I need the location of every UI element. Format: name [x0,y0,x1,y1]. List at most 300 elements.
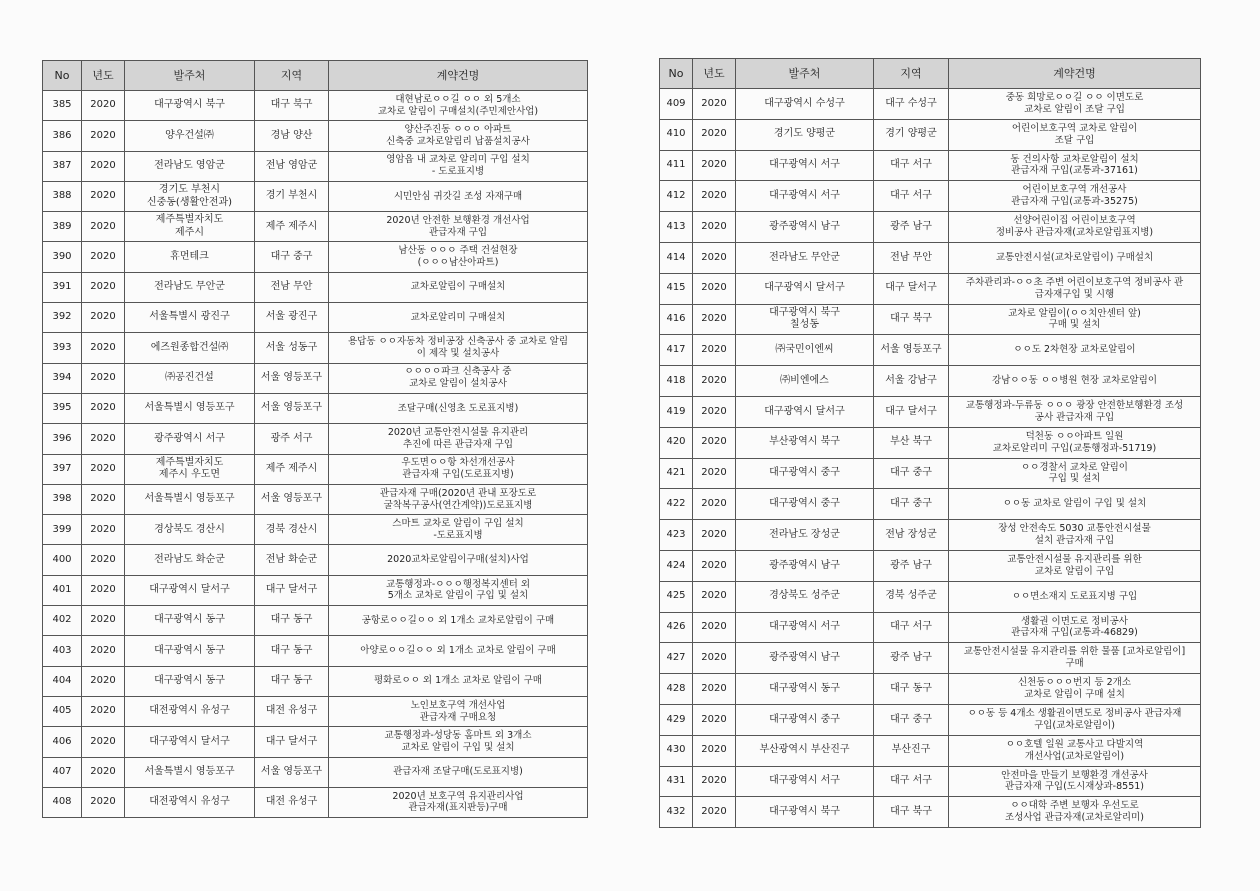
cell-region: 서울 영등포구 [255,757,329,787]
cell-title: 대현남로ㅇㅇ길 ㅇㅇ 외 5개소 교차로 알림이 구매설치(주민제안사업) [329,91,588,121]
cell-client: 전라남도 장성군 [736,520,874,551]
table-row [43,242,588,272]
cell-year: 2020 [693,550,736,581]
cell-client: 전라남도 화순군 [125,545,255,575]
cell-title: 교통안전시설물 유지관리를 위한 교차로 알림이 구입 [949,550,1201,581]
cell-title: 중동 희망로ㅇㅇ길 ㅇㅇ 이면도로 교차로 알림이 조달 구입 [949,89,1201,120]
cell-no: 404 [43,666,82,696]
cell-client: 대구광역시 동구 [125,666,255,696]
cell-title: 우도면ㅇㅇ항 차선개선공사 관급자재 구입(도로표지병) [329,454,588,484]
cell-client: 서울특별시 광진구 [125,303,255,333]
cell-region: 서울 광진구 [255,303,329,333]
cell-region: 경기 부천시 [255,181,329,211]
cell-year: 2020 [82,666,125,696]
table-row [43,393,588,423]
cell-client: 대구광역시 달서구 [125,575,255,605]
cell-client: 대구광역시 동구 [125,636,255,666]
cell-client: 대구광역시 동구 [736,674,874,705]
table-row [660,550,1201,581]
cell-region: 대구 달서구 [255,727,329,757]
cell-no: 430 [660,735,693,766]
cell-region: 대구 중구 [874,458,949,489]
cell-year: 2020 [693,89,736,120]
cell-client: 대구광역시 북구 [125,91,255,121]
cell-year: 2020 [693,335,736,366]
cell-client: 전라남도 무안군 [125,272,255,302]
cell-no: 395 [43,393,82,423]
table-row [660,273,1201,304]
cell-no: 412 [660,181,693,212]
table-row [660,581,1201,612]
cell-title: 교차로알림이 구매설치 [329,272,588,302]
cell-no: 399 [43,515,82,545]
cell-title: 안전마을 만들기 보행환경 개선공사 관급자재 구입(도시재상과-8551) [949,766,1201,797]
table-row [43,666,588,696]
cell-year: 2020 [693,704,736,735]
table-row [43,606,588,636]
table-row [660,335,1201,366]
cell-no: 397 [43,454,82,484]
cell-year: 2020 [693,797,736,828]
cell-title: ㅇㅇ면소재지 도로표지병 구입 [949,581,1201,612]
cell-no: 392 [43,303,82,333]
cell-region: 대전 유성구 [255,787,329,817]
cell-year: 2020 [693,581,736,612]
cell-no: 431 [660,766,693,797]
table-row [660,427,1201,458]
cell-no: 421 [660,458,693,489]
cell-no: 414 [660,242,693,273]
cell-region: 대구 중구 [255,242,329,272]
cell-region: 서울 영등포구 [255,484,329,514]
cell-no: 420 [660,427,693,458]
cell-client: 광주광역시 서구 [125,424,255,454]
cell-region: 경북 경산시 [255,515,329,545]
table-row [43,212,588,242]
cell-year: 2020 [693,150,736,181]
contract-table-right [659,58,1201,828]
cell-client: 광주광역시 남구 [736,643,874,674]
cell-year: 2020 [82,181,125,211]
cell-client: 대구광역시 달서구 [736,396,874,427]
cell-title: 스마트 교차로 알림이 구입 설치 -도로표지병 [329,515,588,545]
cell-no: 422 [660,489,693,520]
cell-title: 영암읍 내 교차로 알리미 구입 설치 - 도로표지병 [329,151,588,181]
table-row [43,636,588,666]
cell-client: ㈜공진건설 [125,363,255,393]
cell-title: ㅇㅇ도 2차현장 교차로알림이 [949,335,1201,366]
cell-no: 403 [43,636,82,666]
cell-title: 선양어린이집 어린이보호구역 정비공사 관급자재(교차로알림표지병) [949,212,1201,243]
cell-year: 2020 [82,151,125,181]
cell-no: 416 [660,304,693,335]
table-row [660,458,1201,489]
cell-title: 평화로ㅇㅇ 외 1개소 교차로 알림이 구매 [329,666,588,696]
cell-no: 428 [660,674,693,705]
cell-client: 대구광역시 동구 [125,606,255,636]
cell-region: 대구 동구 [255,636,329,666]
cell-year: 2020 [82,696,125,726]
cell-client: 양우건설㈜ [125,121,255,151]
cell-client: 대구광역시 중구 [736,704,874,735]
cell-client: ㈜비엔에스 [736,366,874,397]
cell-year: 2020 [693,427,736,458]
cell-year: 2020 [82,272,125,302]
cell-title: ㅇㅇ동 등 4개소 생활권이면도로 정비공사 관급자재 구입(교차로알림이) [949,704,1201,735]
cell-year: 2020 [82,606,125,636]
table-row [43,696,588,726]
cell-region: 대구 서구 [874,612,949,643]
cell-year: 2020 [693,674,736,705]
cell-region: 광주 남구 [874,550,949,581]
table-header-row [660,59,1201,89]
cell-no: 402 [43,606,82,636]
cell-no: 432 [660,797,693,828]
cell-region: 대구 중구 [874,704,949,735]
cell-client: 대구광역시 수성구 [736,89,874,120]
cell-title: 2020년 보호구역 유지관리사업 관급자재(표지판등)구매 [329,787,588,817]
cell-title: 어린이보호구역 개선공사 관급자재 구입(교통과-35275) [949,181,1201,212]
cell-year: 2020 [82,484,125,514]
cell-no: 400 [43,545,82,575]
cell-region: 대구 북구 [874,304,949,335]
cell-region: 대구 동구 [255,606,329,636]
cell-title: 공항로ㅇㅇ길ㅇㅇ 외 1개소 교차로알림이 구매 [329,606,588,636]
cell-region: 대구 서구 [874,150,949,181]
cell-year: 2020 [693,304,736,335]
cell-title: 장성 안전속도 5030 교통안전시설물 설치 관급자재 구입 [949,520,1201,551]
cell-year: 2020 [693,212,736,243]
table-row [43,424,588,454]
cell-no: 391 [43,272,82,302]
table-row [660,366,1201,397]
table-row [660,181,1201,212]
header-year: 년도 [82,61,125,91]
cell-client: 대구광역시 달서구 [125,727,255,757]
table-row [660,643,1201,674]
cell-year: 2020 [82,303,125,333]
cell-client: 서울특별시 영등포구 [125,393,255,423]
contract-table-left [42,60,588,818]
cell-year: 2020 [693,766,736,797]
cell-client: 광주광역시 남구 [736,212,874,243]
cell-no: 405 [43,696,82,726]
cell-client: 휴먼테크 [125,242,255,272]
cell-region: 대구 북구 [874,797,949,828]
cell-no: 390 [43,242,82,272]
cell-title: 2020교차로알림이구매(설치)사업 [329,545,588,575]
cell-no: 417 [660,335,693,366]
cell-no: 385 [43,91,82,121]
cell-client: 경기도 양평군 [736,119,874,150]
cell-title: 관급자재 구매(2020년 관내 포장도로 굴착복구공사(연간계약))도로표지병 [329,484,588,514]
cell-client: 경상북도 성주군 [736,581,874,612]
cell-no: 386 [43,121,82,151]
table-row [43,787,588,817]
cell-year: 2020 [693,735,736,766]
table-row [660,89,1201,120]
cell-year: 2020 [82,363,125,393]
cell-region: 광주 서구 [255,424,329,454]
cell-year: 2020 [693,242,736,273]
cell-title: 조달구매(신영초 도로표지병) [329,393,588,423]
cell-year: 2020 [693,643,736,674]
cell-title: 2020년 안전한 보행환경 개선사업 관급자재 구입 [329,212,588,242]
cell-title: 생활권 이면도로 정비공사 관급자재 구입(교통과-46829) [949,612,1201,643]
cell-no: 408 [43,787,82,817]
cell-no: 427 [660,643,693,674]
cell-year: 2020 [693,489,736,520]
cell-title: 덕천동 ㅇㅇ아파트 일원 교차로알리미 구입(교통행정과-51719) [949,427,1201,458]
cell-client: 전라남도 무안군 [736,242,874,273]
cell-year: 2020 [82,757,125,787]
cell-no: 407 [43,757,82,787]
table-header-row [43,61,588,91]
cell-region: 대구 달서구 [255,575,329,605]
cell-year: 2020 [82,121,125,151]
cell-client: 경기도 부천시 신중동(생활안전과) [125,181,255,211]
cell-region: 광주 남구 [874,212,949,243]
cell-year: 2020 [82,393,125,423]
cell-title: ㅇㅇ호텔 일원 교통사고 다발지역 개선사업(교차로알림이) [949,735,1201,766]
cell-no: 388 [43,181,82,211]
cell-year: 2020 [693,119,736,150]
cell-client: 대전광역시 유성구 [125,696,255,726]
table-row [43,515,588,545]
header-title: 계약건명 [329,61,588,91]
cell-region: 서울 성동구 [255,333,329,363]
cell-region: 대구 중구 [874,489,949,520]
cell-region: 서울 영등포구 [255,393,329,423]
table-row [43,727,588,757]
cell-client: 제주특별자치도 제주시 우도면 [125,454,255,484]
cell-title: 교통행정과-성당동 홈마트 외 3개소 교차로 알림이 구입 및 설치 [329,727,588,757]
table-row [660,212,1201,243]
cell-region: 광주 남구 [874,643,949,674]
table-row [43,181,588,211]
cell-year: 2020 [82,242,125,272]
table-row [660,242,1201,273]
cell-title: 교통행정과-ㅇㅇㅇ행정복지센터 외 5개소 교차로 알림이 구입 및 설치 [329,575,588,605]
cell-title: 관급자재 조달구매(도로표지병) [329,757,588,787]
cell-client: 대구광역시 달서구 [736,273,874,304]
header-no: No [43,61,82,91]
cell-region: 대구 동구 [874,674,949,705]
table-row [43,151,588,181]
cell-client: 대구광역시 중구 [736,489,874,520]
cell-region: 대전 유성구 [255,696,329,726]
cell-no: 411 [660,150,693,181]
cell-year: 2020 [82,333,125,363]
cell-no: 425 [660,581,693,612]
cell-title: 교차로알리미 구매설치 [329,303,588,333]
table-row [660,520,1201,551]
cell-no: 389 [43,212,82,242]
cell-no: 394 [43,363,82,393]
table-row [660,489,1201,520]
cell-title: 시민안심 귀갓길 조성 자재구매 [329,181,588,211]
cell-title: 용답동 ㅇㅇ자동차 정비공장 신축공사 중 교차로 알림 이 제작 및 설치공사 [329,333,588,363]
cell-no: 426 [660,612,693,643]
cell-client: 부산광역시 북구 [736,427,874,458]
table-row [660,304,1201,335]
cell-no: 387 [43,151,82,181]
cell-title: 강남ㅇㅇ동 ㅇㅇ병원 현장 교차로알림이 [949,366,1201,397]
cell-region: 대구 서구 [874,181,949,212]
table-row [660,674,1201,705]
cell-year: 2020 [82,545,125,575]
cell-client: 대구광역시 서구 [736,181,874,212]
cell-year: 2020 [693,366,736,397]
table-row [660,766,1201,797]
cell-client: 대구광역시 서구 [736,150,874,181]
cell-region: 전남 장성군 [874,520,949,551]
cell-year: 2020 [693,458,736,489]
cell-region: 서울 영등포구 [874,335,949,366]
cell-year: 2020 [693,612,736,643]
cell-client: 광주광역시 남구 [736,550,874,581]
cell-year: 2020 [693,273,736,304]
cell-no: 418 [660,366,693,397]
table-row [43,545,588,575]
cell-region: 경남 양산 [255,121,329,151]
cell-title: 동 건의사항 교차로알림이 설치 관급자재 구입(교통과-37161) [949,150,1201,181]
cell-no: 406 [43,727,82,757]
cell-year: 2020 [82,424,125,454]
header-year: 년도 [693,59,736,89]
header-title: 계약건명 [949,59,1201,89]
cell-client: 경상북도 경산시 [125,515,255,545]
cell-title: 남산동 ㅇㅇㅇ 주택 건설현장 (ㅇㅇㅇ남산아파트) [329,242,588,272]
cell-year: 2020 [82,787,125,817]
cell-no: 424 [660,550,693,581]
table-row [43,91,588,121]
cell-title: ㅇㅇ동 교차로 알림이 구입 및 설치 [949,489,1201,520]
table-row [43,575,588,605]
cell-title: 교통행정과-두류동 ㅇㅇㅇ 광장 안전한보행환경 조성 공사 관급자재 구입 [949,396,1201,427]
cell-no: 413 [660,212,693,243]
cell-client: 서울특별시 영등포구 [125,757,255,787]
cell-no: 419 [660,396,693,427]
cell-region: 제주 제주시 [255,212,329,242]
header-region: 지역 [874,59,949,89]
cell-no: 409 [660,89,693,120]
cell-region: 대구 서구 [874,766,949,797]
cell-title: 교차로 알림이(ㅇㅇ치안센터 앞) 구매 및 설치 [949,304,1201,335]
table-row [43,484,588,514]
cell-title: 교통안전시설(교차로알림이) 구매설치 [949,242,1201,273]
cell-region: 대구 수성구 [874,89,949,120]
cell-region: 대구 동구 [255,666,329,696]
cell-region: 전남 화순군 [255,545,329,575]
cell-region: 제주 제주시 [255,454,329,484]
table-row [43,272,588,302]
cell-year: 2020 [82,636,125,666]
table-row [43,303,588,333]
header-no: No [660,59,693,89]
cell-region: 부산진구 [874,735,949,766]
cell-title: ㅇㅇ대학 주변 보행자 우선도로 조성사업 관급자재(교차로알리미) [949,797,1201,828]
cell-no: 415 [660,273,693,304]
cell-year: 2020 [82,575,125,605]
table-row [660,704,1201,735]
cell-client: 대구광역시 북구 칠성동 [736,304,874,335]
cell-client: 서울특별시 영등포구 [125,484,255,514]
cell-client: 대전광역시 유성구 [125,787,255,817]
cell-no: 423 [660,520,693,551]
cell-client: 제주특별자치도 제주시 [125,212,255,242]
cell-client: 대구광역시 중구 [736,458,874,489]
cell-no: 410 [660,119,693,150]
table-row [660,797,1201,828]
table-row [660,396,1201,427]
cell-no: 396 [43,424,82,454]
cell-title: 노인보호구역 개선사업 관급자재 구매요청 [329,696,588,726]
header-client: 발주처 [736,59,874,89]
cell-no: 401 [43,575,82,605]
cell-no: 429 [660,704,693,735]
table-row [43,363,588,393]
table-row [660,150,1201,181]
cell-region: 서울 강남구 [874,366,949,397]
cell-client: 대구광역시 서구 [736,612,874,643]
cell-client: 대구광역시 서구 [736,766,874,797]
cell-title: ㅇㅇㅇㅇ파크 신축공사 중 교차로 알림이 설치공사 [329,363,588,393]
table-row [43,121,588,151]
cell-client: 대구광역시 북구 [736,797,874,828]
cell-year: 2020 [82,727,125,757]
header-client: 발주처 [125,61,255,91]
cell-no: 398 [43,484,82,514]
cell-title: 교통안전시설물 유지관리를 위한 물품 [교차로알림이] 구매 [949,643,1201,674]
cell-region: 대구 북구 [255,91,329,121]
cell-region: 경기 양평군 [874,119,949,150]
cell-title: 아양로ㅇㅇ길ㅇㅇ 외 1개소 교차로 알림이 구매 [329,636,588,666]
cell-title: 2020년 교통안전시설물 유지관리 추진에 따른 관급자재 구입 [329,424,588,454]
table-row [660,119,1201,150]
cell-client: 에즈원종합건설㈜ [125,333,255,363]
cell-year: 2020 [82,91,125,121]
header-region: 지역 [255,61,329,91]
cell-region: 대구 달서구 [874,396,949,427]
cell-region: 부산 북구 [874,427,949,458]
cell-title: 양산주진동 ㅇㅇㅇ 아파트 신축중 교차로알림리 납품설치공사 [329,121,588,151]
cell-region: 전남 무안 [255,272,329,302]
cell-title: 신천동ㅇㅇㅇ번지 등 2개소 교차로 알림이 구매 설치 [949,674,1201,705]
cell-client: 전라남도 영암군 [125,151,255,181]
table-row [43,333,588,363]
table-row [43,454,588,484]
cell-region: 전남 영암군 [255,151,329,181]
cell-region: 대구 달서구 [874,273,949,304]
cell-no: 393 [43,333,82,363]
cell-year: 2020 [82,212,125,242]
cell-title: 주차관리과-ㅇㅇ초 주변 어린이보호구역 정비공사 관 급자재구입 및 시행 [949,273,1201,304]
cell-title: ㅇㅇ경찰서 교차로 알림이 구입 및 설치 [949,458,1201,489]
cell-year: 2020 [82,515,125,545]
cell-year: 2020 [693,396,736,427]
cell-region: 서울 영등포구 [255,363,329,393]
cell-client: 부산광역시 부산진구 [736,735,874,766]
table-row [660,612,1201,643]
table-row [660,735,1201,766]
cell-client: ㈜국민이엔씨 [736,335,874,366]
cell-year: 2020 [82,454,125,484]
cell-region: 경북 성주군 [874,581,949,612]
cell-year: 2020 [693,520,736,551]
cell-title: 어린이보호구역 교차로 알림이 조달 구입 [949,119,1201,150]
table-row [43,757,588,787]
